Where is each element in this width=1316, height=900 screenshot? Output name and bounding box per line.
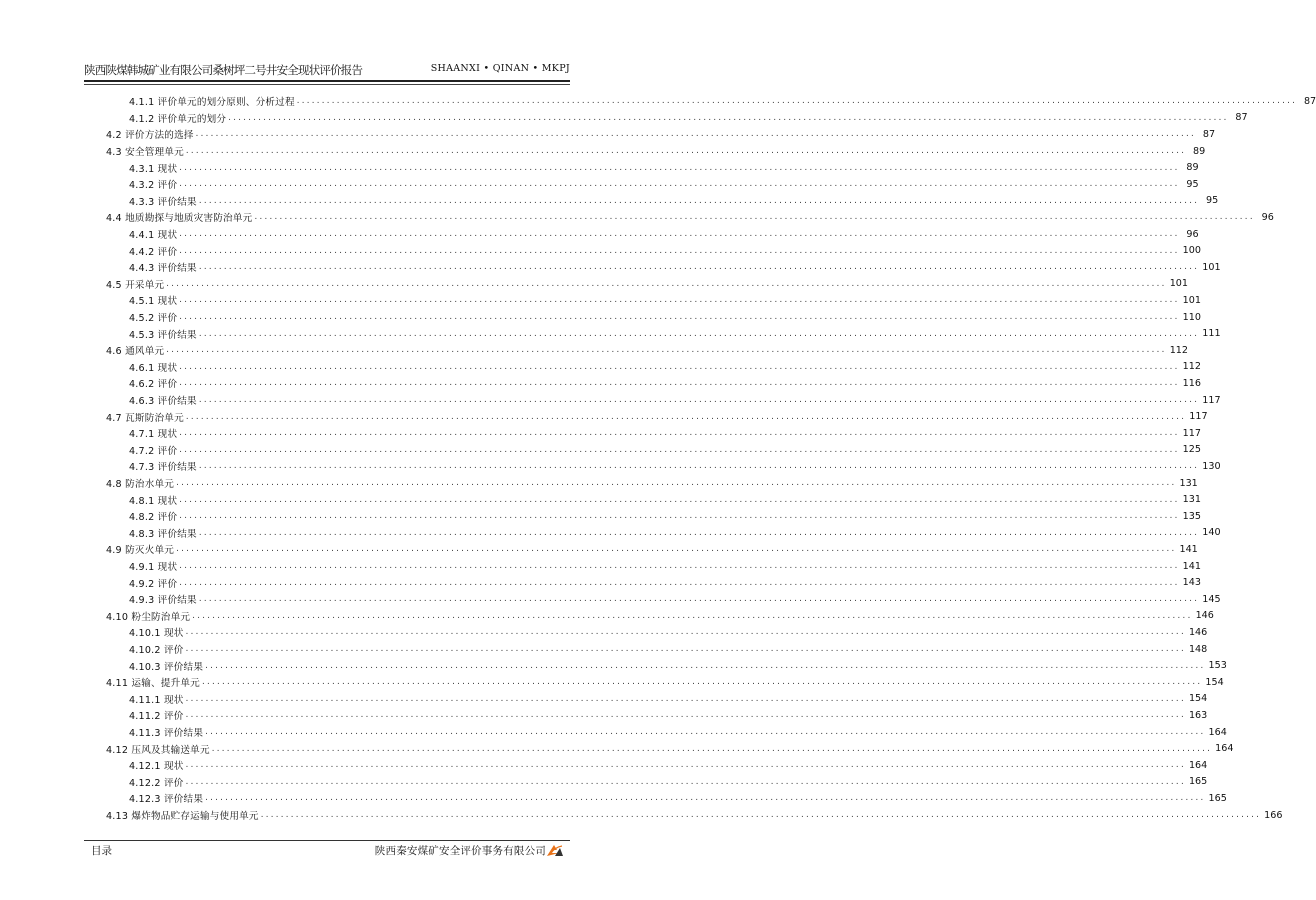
toc-entry-label: 4.11.2 评价: [129, 711, 184, 723]
toc-entry-label: 4.12.1 现状: [129, 761, 184, 773]
toc-entry-label: 4.3.3 评价结果: [129, 196, 197, 208]
toc-leader-dots: ........................................................................................................................................................................................................: [198, 594, 1200, 605]
toc-entry-page: 163: [1188, 709, 1208, 721]
toc-entry-page: 112: [1182, 361, 1201, 373]
toc-entry-page: 89: [1186, 162, 1199, 174]
toc-leader-dots: ........................................................................................................................................................................................................: [205, 727, 1206, 738]
toc-entry-label: 4.8.1 现状: [129, 495, 178, 507]
header-rule-thin: [84, 84, 570, 85]
toc-entry-label: 4.10.3 评价结果: [129, 661, 204, 673]
toc-leader-dots: ........................................................................................................................................................................................................: [198, 328, 1200, 339]
toc-entry-page: 95: [1186, 178, 1199, 190]
toc-entry-page: 148: [1188, 643, 1208, 655]
toc-entry-label: 4.10.2 评价: [129, 645, 184, 657]
toc-entry-label: 4.7.2 评价: [129, 445, 178, 457]
toc-entry-label: 4.11.3 评价结果: [129, 728, 204, 740]
toc-leader-dots: ........................................................................................................................................................................................................: [166, 345, 1167, 356]
toc-entry-label: 4.6.3 评价结果: [129, 396, 197, 408]
toc-entry[interactable]: [129, 724, 1227, 741]
toc-entry-label: 4.9.3 评价结果: [129, 595, 197, 607]
toc-leader-dots: ........................................................................................................................................................................................................: [185, 760, 1186, 771]
toc-leader-dots: ........................................................................................................................................................................................................: [201, 677, 1203, 688]
toc-entry-page: 110: [1182, 311, 1201, 323]
toc-entry-label: 4.10.1 现状: [129, 628, 184, 640]
toc-entry[interactable]: [106, 740, 1234, 757]
toc-entry-label: 4.11 运输、提升单元: [106, 678, 200, 690]
toc-entry-page: 164: [1208, 726, 1227, 738]
toc-entry[interactable]: [106, 342, 1188, 359]
toc-entry[interactable]: [129, 226, 1199, 243]
toc-entry-label: 4.1.1 评价单元的划分原则、分析过程: [129, 97, 295, 109]
toc-leader-dots: ........................................................................................................................................................................................................: [176, 544, 1177, 555]
toc-entry-label: 4.12 压风及其输送单元: [106, 744, 210, 756]
toc-entry-label: 4.7.3 评价结果: [129, 462, 197, 474]
toc-entry-label: 4.1.2 评价单元的划分: [129, 113, 227, 125]
toc-leader-dots: ........................................................................................................................................................................................................: [179, 378, 1180, 389]
toc-entry-page: 117: [1182, 427, 1201, 439]
footer-rule: [84, 840, 570, 841]
toc-entry-label: 4.5 开采单元: [106, 279, 165, 291]
toc-leader-dots: ........................................................................................................................................................................................................: [185, 776, 1186, 787]
toc-entry[interactable]: [129, 375, 1201, 392]
toc-entry[interactable]: [129, 259, 1221, 276]
toc-leader-dots: ........................................................................................................................................................................................................: [211, 743, 1213, 754]
toc-entry-label: 4.8.2 评价: [129, 512, 178, 524]
toc-leader-dots: ........................................................................................................................................................................................................: [228, 112, 1229, 123]
toc-entry[interactable]: [129, 442, 1201, 459]
toc-entry-label: 4.8.3 评价结果: [129, 528, 197, 540]
toc-entry[interactable]: [129, 110, 1248, 127]
toc-leader-dots: ........................................................................................................................................................................................................: [179, 179, 1180, 190]
toc-entry-page: 145: [1202, 593, 1221, 605]
toc-leader-dots: ........................................................................................................................................................................................................: [185, 710, 1186, 721]
toc-entry[interactable]: [129, 641, 1208, 658]
toc-entry-page: 141: [1179, 543, 1198, 555]
toc-entry-page: 101: [1169, 278, 1188, 290]
toc-entry-label: 4.6.1 现状: [129, 362, 178, 374]
toc-entry[interactable]: [106, 541, 1198, 558]
header-rule-thick: [84, 80, 570, 82]
toc-leader-dots: ........................................................................................................................................................................................................: [179, 428, 1180, 439]
company-logo-icon: [546, 843, 564, 857]
toc-entry-label: 4.3.1 现状: [129, 163, 178, 175]
toc-entry[interactable]: [129, 525, 1221, 542]
page-header: [84, 62, 570, 82]
toc-entry-page: 140: [1202, 527, 1221, 539]
toc-leader-dots: ........................................................................................................................................................................................................: [166, 278, 1167, 289]
toc-entry-label: 4.10 粉尘防治单元: [106, 611, 191, 623]
toc-entry-page: 153: [1208, 660, 1227, 672]
toc-entry-label: 4.3.2 评价: [129, 180, 178, 192]
toc-entry[interactable]: [129, 657, 1227, 674]
toc-entry[interactable]: [129, 491, 1201, 508]
toc-entry[interactable]: [106, 807, 1283, 824]
toc-leader-dots: ........................................................................................................................................................................................................: [254, 212, 1255, 223]
toc-leader-dots: ........................................................................................................................................................................................................: [176, 478, 1177, 489]
toc-entry-label: 4.7.1 现状: [129, 429, 178, 441]
toc-entry[interactable]: [129, 574, 1201, 591]
toc-entry-label: 4.6.2 评价: [129, 379, 178, 391]
toc-entry-page: 101: [1182, 294, 1201, 306]
toc-entry[interactable]: [129, 458, 1221, 475]
toc-entry-label: 4.7 瓦斯防治单元: [106, 412, 184, 424]
toc-entry[interactable]: [129, 707, 1208, 724]
toc-entry-page: 146: [1188, 626, 1208, 638]
toc-entry-label: 4.4.1 现状: [129, 230, 178, 242]
toc-entry-page: 143: [1182, 577, 1201, 589]
toc-entry-page: 87: [1235, 112, 1248, 124]
toc-entry-page: 125: [1182, 444, 1201, 456]
toc-leader-dots: ........................................................................................................................................................................................................: [198, 395, 1200, 406]
toc-entry[interactable]: [106, 674, 1224, 691]
toc-leader-dots: ........................................................................................................................................................................................................: [179, 494, 1180, 505]
toc-leader-dots: ........................................................................................................................................................................................................: [185, 644, 1186, 655]
toc-leader-dots: ........................................................................................................................................................................................................: [179, 295, 1180, 306]
toc-entry-page: 154: [1205, 676, 1224, 688]
toc-entry-label: 4.5.2 评价: [129, 313, 178, 325]
toc-entry[interactable]: [129, 691, 1208, 708]
toc-entry-page: 164: [1215, 743, 1234, 755]
toc-entry[interactable]: [129, 309, 1201, 326]
toc-leader-dots: ........................................................................................................................................................................................................: [192, 610, 1193, 621]
toc-entry-page: 100: [1182, 245, 1201, 257]
header-tag: SHAANXI • QINAN • MKPJ: [430, 63, 570, 74]
footer-section-label: 目录: [91, 845, 112, 857]
toc-leader-dots: ........................................................................................................................................................................................................: [179, 229, 1180, 240]
toc-entry-page: 131: [1182, 494, 1201, 506]
toc-entry-page: 101: [1202, 261, 1221, 273]
toc-leader-dots: ........................................................................................................................................................................................................: [195, 129, 1197, 140]
toc-leader-dots: ........................................................................................................................................................................................................: [179, 312, 1180, 323]
toc-entry-label: 4.5.1 现状: [129, 296, 178, 308]
toc-entry-page: 164: [1188, 759, 1208, 771]
toc-leader-dots: ........................................................................................................................................................................................................: [205, 793, 1206, 804]
toc-leader-dots: ........................................................................................................................................................................................................: [198, 195, 1200, 206]
toc-entry-page: 96: [1186, 228, 1199, 240]
toc-leader-dots: ........................................................................................................................................................................................................: [179, 577, 1180, 588]
toc-leader-dots: ........................................................................................................................................................................................................: [260, 810, 1262, 821]
toc-entry-page: 165: [1208, 792, 1227, 804]
toc-entry-page: 87: [1202, 128, 1216, 140]
toc-entry-page: 95: [1206, 195, 1219, 207]
toc-leader-dots: ........................................................................................................................................................................................................: [198, 461, 1200, 472]
toc-entry-label: 4.11.1 现状: [129, 694, 184, 706]
toc-entry[interactable]: [129, 292, 1201, 309]
toc-entry[interactable]: [129, 359, 1201, 376]
toc-leader-dots: ........................................................................................................................................................................................................: [179, 561, 1180, 572]
toc-entry-page: 141: [1182, 560, 1201, 572]
toc-entry-page: 131: [1179, 477, 1198, 489]
toc-entry-label: 4.12.2 评价: [129, 777, 184, 789]
toc-entry-page: 165: [1188, 776, 1208, 788]
toc-entry[interactable]: [106, 608, 1214, 625]
toc-leader-dots: ........................................................................................................................................................................................................: [198, 527, 1200, 538]
toc-leader-dots: ........................................................................................................................................................................................................: [179, 444, 1180, 455]
toc-entry-page: 117: [1189, 411, 1208, 423]
toc-entry-label: 4.3 安全管理单元: [106, 147, 184, 159]
toc-entry[interactable]: [129, 591, 1221, 608]
toc-entry[interactable]: [106, 475, 1198, 492]
toc-entry-label: 4.8 防治水单元: [106, 479, 175, 491]
toc-entry-page: 96: [1261, 211, 1274, 223]
toc-leader-dots: ........................................................................................................................................................................................................: [185, 627, 1186, 638]
toc-entry[interactable]: [129, 176, 1199, 193]
toc-entry-label: 4.4.2 评价: [129, 246, 178, 258]
toc-entry[interactable]: [106, 209, 1274, 226]
toc-entry-page: 146: [1195, 610, 1214, 622]
toc-entry[interactable]: [106, 126, 1216, 143]
toc-entry-page: 130: [1202, 460, 1221, 472]
toc-leader-dots: ........................................................................................................................................................................................................: [179, 511, 1180, 522]
toc-entry-label: 4.4.3 评价结果: [129, 263, 197, 275]
toc-leader-dots: ........................................................................................................................................................................................................: [205, 660, 1206, 671]
toc-entry[interactable]: [129, 790, 1227, 807]
toc-entry-page: 154: [1188, 693, 1208, 705]
toc-entry-page: 135: [1182, 510, 1201, 522]
toc-entry[interactable]: [106, 143, 1206, 160]
toc-entry[interactable]: [129, 193, 1219, 210]
toc-entry[interactable]: [129, 242, 1201, 259]
toc-entry[interactable]: [129, 425, 1201, 442]
toc-entry-page: 89: [1193, 145, 1206, 157]
toc-entry[interactable]: [129, 558, 1201, 575]
toc-leader-dots: ........................................................................................................................................................................................................: [185, 146, 1187, 157]
toc-leader-dots: ........................................................................................................................................................................................................: [185, 411, 1187, 422]
toc-entry[interactable]: [129, 93, 1316, 110]
toc-entry-page: 87: [1303, 95, 1316, 107]
toc-entry-label: 4.9.2 评价: [129, 578, 178, 590]
toc-leader-dots: ........................................................................................................................................................................................................: [179, 361, 1180, 372]
toc-entry[interactable]: [129, 325, 1221, 342]
toc-entry[interactable]: [106, 276, 1188, 293]
toc-entry[interactable]: [129, 774, 1208, 791]
toc-leader-dots: ........................................................................................................................................................................................................: [296, 96, 1298, 107]
toc-entry-label: 4.5.3 评价结果: [129, 329, 197, 341]
toc-entry-page: 166: [1264, 809, 1283, 821]
toc-entry-label: 4.9.1 现状: [129, 562, 178, 574]
toc-entry[interactable]: [106, 408, 1208, 425]
toc-entry[interactable]: [129, 508, 1201, 525]
toc-leader-dots: ........................................................................................................................................................................................................: [179, 162, 1180, 173]
toc-entry[interactable]: [129, 159, 1199, 176]
toc-entry-label: 4.9 防灭火单元: [106, 545, 175, 557]
toc-entry-page: 116: [1182, 377, 1201, 389]
toc-leader-dots: ........................................................................................................................................................................................................: [198, 262, 1200, 273]
footer-company-name: 陕西秦安煤矿安全评价事务有限公司: [374, 845, 546, 857]
toc-entry-page: 117: [1202, 394, 1221, 406]
toc-entry-label: 4.2 评价方法的选择: [106, 130, 194, 142]
toc-entry[interactable]: [129, 624, 1208, 641]
header-title: 陕西陕煤韩城矿业有限公司桑树坪二号井安全现状评价报告: [84, 63, 363, 77]
toc-entry-page: 112: [1169, 344, 1188, 356]
toc-entry-page: 111: [1202, 328, 1221, 340]
toc-entry[interactable]: [129, 757, 1208, 774]
toc-entry-label: 4.6 通风单元: [106, 346, 165, 358]
toc-entry[interactable]: [129, 392, 1221, 409]
toc-entry-label: 4.4 地质勘探与地质灾害防治单元: [106, 213, 253, 225]
toc-entry-label: 4.13 爆炸物品贮存运输与使用单元: [106, 811, 259, 823]
toc-leader-dots: ........................................................................................................................................................................................................: [179, 245, 1180, 256]
toc-entry-label: 4.12.3 评价结果: [129, 794, 204, 806]
toc-leader-dots: ........................................................................................................................................................................................................: [185, 693, 1186, 704]
